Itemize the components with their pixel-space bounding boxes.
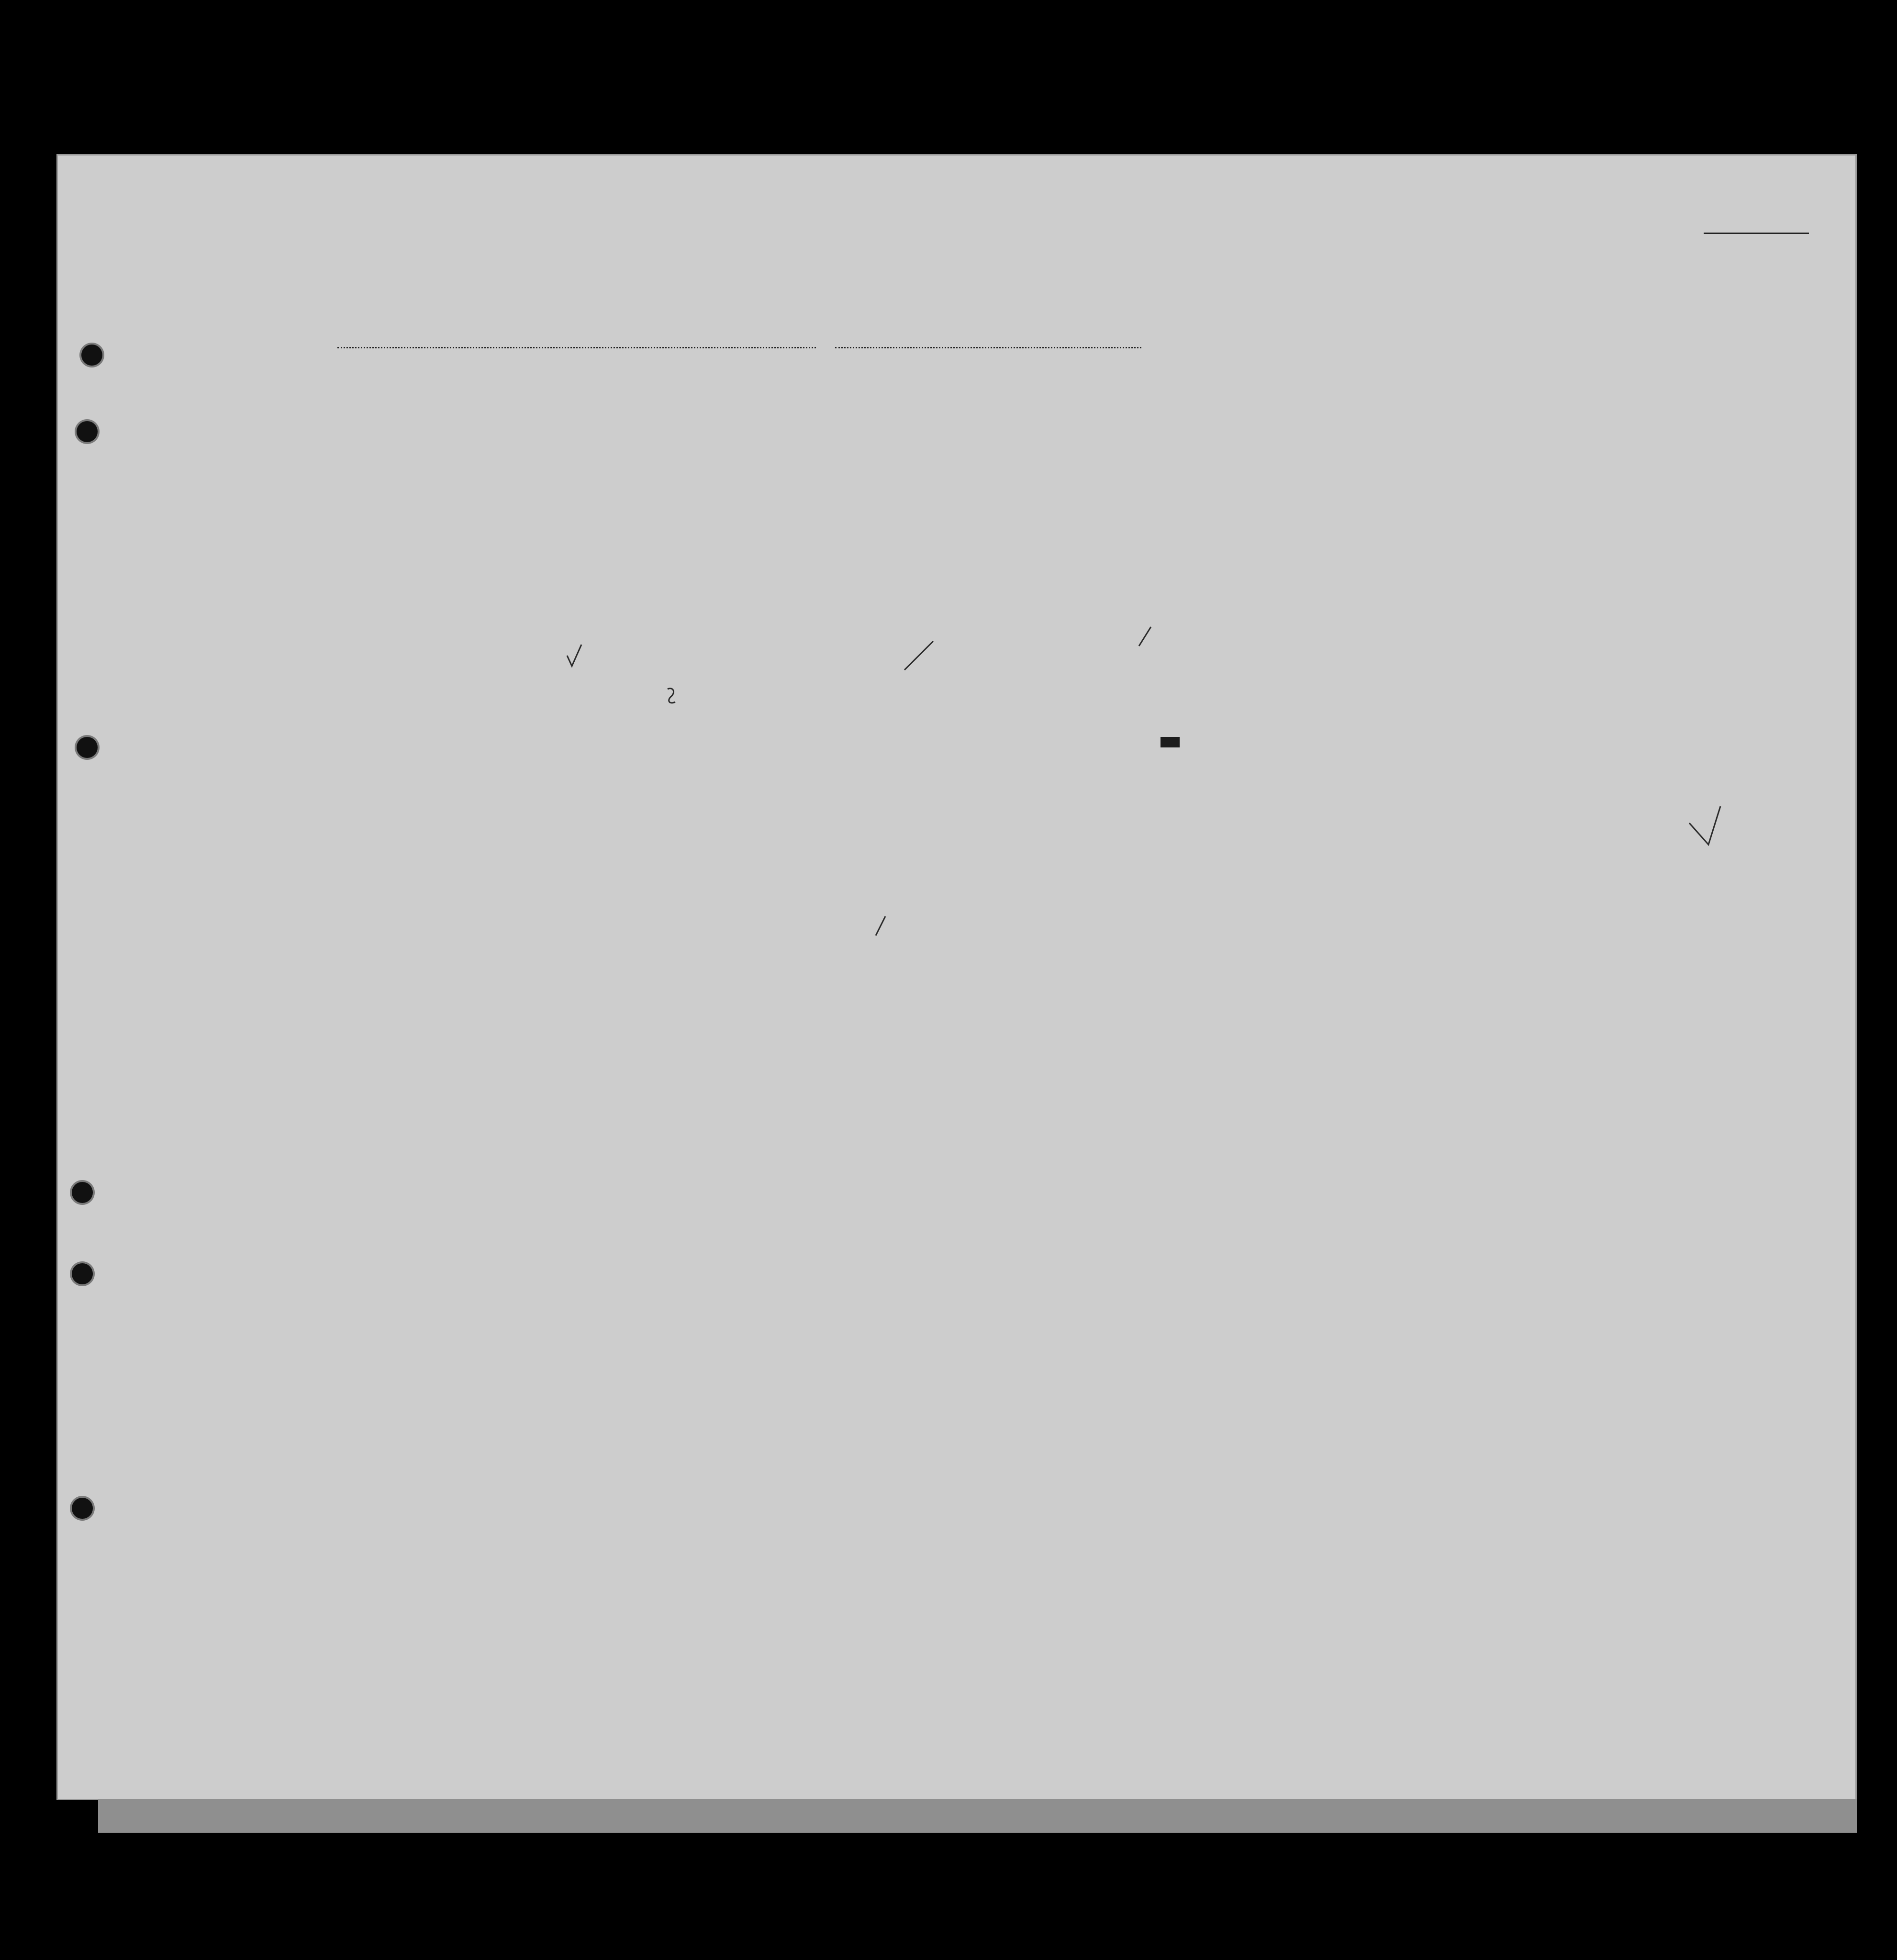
tick-mark-row-11	[876, 916, 885, 935]
punch-hole	[72, 1263, 93, 1284]
punch-hole	[72, 1182, 93, 1203]
tick-mark	[1139, 627, 1151, 646]
punch-hole	[72, 1498, 93, 1519]
slash-mark	[904, 641, 933, 670]
scribble-row-4	[668, 689, 675, 703]
punch-hole	[81, 345, 102, 366]
check-mark-row-8	[1689, 806, 1720, 845]
check-mark-row-3	[567, 645, 581, 666]
punch-hole	[77, 421, 98, 442]
punch-hole	[77, 737, 98, 758]
